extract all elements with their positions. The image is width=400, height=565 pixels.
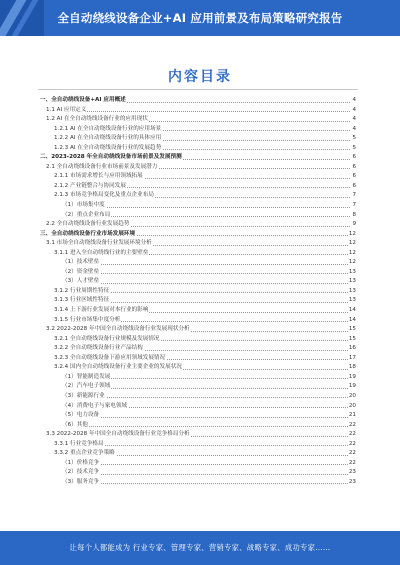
- toc-entry-title: （1）市场集中度: [62, 201, 106, 211]
- toc-entry[interactable]: [40, 191, 356, 201]
- toc-entry-title: 3.2 2022-2028 年中国全自动绕线设备行业发展现状分析: [46, 325, 191, 335]
- toc-entry-title: （2）资金壁垒: [62, 268, 100, 278]
- toc-entry[interactable]: [40, 335, 356, 345]
- toc-entry[interactable]: [40, 316, 356, 326]
- toc-leader-dots: [62, 417, 350, 418]
- toc-entry-page: 17: [348, 354, 356, 364]
- toc-entry-title: 3.3 2022-2028 年中国全自动绕线设备行业竞争格局分析: [46, 430, 191, 440]
- toc-entry[interactable]: [40, 440, 356, 450]
- toc-entry-page: 23: [348, 478, 356, 488]
- toc-entry[interactable]: [40, 239, 356, 249]
- toc-entry-title: （2）技术竞争: [62, 468, 100, 478]
- toc-entry-title: （3）人才壁垒: [62, 277, 100, 287]
- toc-entry-title: （3）新能源行业: [62, 392, 106, 402]
- toc-entry[interactable]: [40, 115, 356, 125]
- toc-entry-page: 22: [348, 421, 356, 431]
- toc-entry[interactable]: [40, 392, 356, 402]
- toc-entry-title: 2.2 全自动绕线设备行业发展趋势: [46, 220, 130, 230]
- toc-entry-page: 5: [351, 144, 356, 154]
- toc-leader-dots: [62, 464, 350, 465]
- toc-entry-title: 1.2 AI 在全自动绕线设备行业的应用现状: [46, 115, 149, 125]
- toc-entry-title: 1.2.1 AI 在全自动绕线设备行业的应用场景: [54, 125, 162, 135]
- toc-entry-title: 3.1.3 行业区域性特征: [54, 296, 110, 306]
- toc-entry-title: （1）价格竞争: [62, 459, 100, 469]
- toc-entry-page: 15: [348, 335, 356, 345]
- toc-entry-page: 21: [348, 411, 356, 421]
- toc-leader-dots: [62, 474, 350, 475]
- toc-entry-page: 22: [348, 440, 356, 450]
- toc-entry-page: 22: [348, 449, 356, 459]
- toc-entry[interactable]: [40, 296, 356, 306]
- toc-leader-dots: [62, 483, 350, 484]
- toc-entry-page: 16: [348, 344, 356, 354]
- toc-entry-title: 3.2.4 国内全自动绕线设备行业主要企业的发展状况: [54, 363, 183, 373]
- toc-entry-title: （2）重点企业布局: [62, 211, 111, 221]
- toc-entry-title: 3.1.5 行业市场集中度分析: [54, 316, 121, 326]
- toc-entry[interactable]: [40, 153, 356, 163]
- toc-entry-page: 20: [348, 392, 356, 402]
- toc-entry-title: （4）消费电子与家电领域: [62, 402, 128, 412]
- toc-divider: [38, 89, 358, 90]
- toc-entry-page: 6: [351, 182, 356, 192]
- toc-entry[interactable]: [40, 402, 356, 412]
- toc-entry[interactable]: [40, 182, 356, 192]
- toc-entry-page: 12: [348, 258, 356, 268]
- toc-entry[interactable]: [40, 220, 356, 230]
- toc-entry-page: 4: [351, 96, 356, 106]
- toc-entry-page: 13: [348, 268, 356, 278]
- toc-entry-page: 13: [348, 287, 356, 297]
- toc-entry-page: 4: [351, 115, 356, 125]
- toc-entry-page: 15: [348, 325, 356, 335]
- toc-entry-page: 8: [351, 211, 356, 221]
- toc-entry-title: 2.1.3 市场竞争格局变化及重点企业布局: [54, 191, 155, 201]
- toc-entry[interactable]: [40, 373, 356, 383]
- toc-entry-page: 12: [348, 230, 356, 240]
- toc-leader-dots: [62, 264, 350, 265]
- toc-entry-title: 2.1.2 产业链整合与协同发展: [54, 182, 127, 192]
- toc-entry[interactable]: [40, 249, 356, 259]
- toc-entry-page: 6: [351, 172, 356, 182]
- toc-leader-dots: [46, 111, 350, 112]
- toc-entry[interactable]: [40, 344, 356, 354]
- toc-entry[interactable]: [40, 478, 356, 488]
- toc-entry[interactable]: [40, 382, 356, 392]
- toc-entry-title: 2.1 全自动绕线设备行业市场前景及发展潜力: [46, 163, 158, 173]
- toc-entry-title: 3.1 市场全自动绕线设备行业发展环境分析: [46, 239, 153, 249]
- toc-entry-title: （6）其他: [62, 421, 89, 431]
- toc-entry-page: 12: [348, 239, 356, 249]
- toc-entry-page: 19: [348, 382, 356, 392]
- toc-entry-page: 9: [351, 220, 356, 230]
- toc-entry[interactable]: [40, 106, 356, 116]
- toc-entry-page: 7: [351, 191, 356, 201]
- header-bar: [0, 0, 400, 36]
- toc-entry-page: 6: [351, 153, 356, 163]
- toc-entry[interactable]: [40, 411, 356, 421]
- toc-entry[interactable]: [40, 144, 356, 154]
- toc-entry-title: 3.1.1 进入全自动绕线行业的主要壁垒: [54, 249, 149, 259]
- table-of-contents: [40, 96, 356, 487]
- toc-entry-title: 一、全自动绕线设备+AI 应用概述: [40, 96, 127, 106]
- toc-entry-title: 3.1.4 上下游行业发展对本行业的影响: [54, 306, 149, 316]
- toc-entry-page: 22: [348, 430, 356, 440]
- toc-entry-title: 3.2.1 全自动绕线设备行业规模及发展情况: [54, 335, 161, 345]
- toc-entry[interactable]: [40, 134, 356, 144]
- toc-entry-title: 1.2.2 AI 在全自动绕线设备行业的具体应用: [54, 134, 162, 144]
- toc-entry-page: 13: [348, 296, 356, 306]
- toc-entry-page: 23: [348, 468, 356, 478]
- report-title: 全自动绕线设备企业+AI 应用前景及布局策略研究报告: [57, 11, 343, 25]
- toc-entry[interactable]: [40, 211, 356, 221]
- toc-entry-title: 3.3.2 重点企业竞争策略: [54, 449, 116, 459]
- toc-entry[interactable]: [40, 201, 356, 211]
- toc-entry-title: 3.1.2 行业周期性特征: [54, 287, 110, 297]
- toc-entry-page: 12: [348, 249, 356, 259]
- toc-entry[interactable]: [40, 363, 356, 373]
- toc-entry-page: 4: [351, 106, 356, 116]
- toc-entry-page: 18: [348, 363, 356, 373]
- toc-entry-page: 14: [348, 316, 356, 326]
- toc-entry-page: 13: [348, 277, 356, 287]
- toc-entry-page: 7: [351, 201, 356, 211]
- toc-leader-dots: [62, 283, 350, 284]
- toc-entry-title: （2）汽车电子领域: [62, 382, 111, 392]
- toc-entry[interactable]: [40, 258, 356, 268]
- toc-entry-title: 2.1.1 市场需求增长与应用领域拓展: [54, 172, 144, 182]
- toc-entry[interactable]: [40, 449, 356, 459]
- toc-entry-title: 3.2.2 全自动绕线设备行业产品结构: [54, 344, 144, 354]
- toc-heading: 内容目录: [168, 69, 232, 85]
- toc-entry-page: 20: [348, 402, 356, 412]
- toc-entry-page: 14: [348, 306, 356, 316]
- toc-entry-title: 1.2.3 AI 在全自动绕线设备行业的发展趋势: [54, 144, 162, 154]
- toc-entry-page: 5: [351, 134, 356, 144]
- toc-entry-title: 3.2.3 全自动绕线设备下游应用领域发展情况: [54, 354, 166, 364]
- toc-leader-dots: [62, 426, 350, 427]
- footer-bar: [0, 531, 400, 565]
- toc-entry-title: 三、全自动绕线设备行业市场发展环境: [40, 230, 136, 240]
- footer-slogan: 让每个人都能成为 行业专家、管理专家、营销专家、战略专家、成功专家……: [69, 543, 331, 552]
- toc-entry[interactable]: [40, 459, 356, 469]
- toc-entry-title: （1）智能制造发展: [62, 373, 111, 383]
- toc-entry-title: （1）技术壁垒: [62, 258, 100, 268]
- toc-entry[interactable]: [40, 268, 356, 278]
- toc-entry-title: （5）电力设备: [62, 411, 100, 421]
- toc-entry[interactable]: [40, 172, 356, 182]
- toc-entry[interactable]: [40, 230, 356, 240]
- toc-entry[interactable]: [40, 325, 356, 335]
- toc-entry[interactable]: [40, 287, 356, 297]
- toc-entry-title: 1.1 AI 应用定义: [46, 106, 87, 116]
- toc-entry[interactable]: [40, 421, 356, 431]
- toc-entry-title: 二、2023-2028 年全自动绕线设备市场前景及发展预测: [40, 153, 183, 163]
- toc-entry[interactable]: [40, 430, 356, 440]
- toc-entry-page: 19: [348, 373, 356, 383]
- toc-entry[interactable]: [40, 277, 356, 287]
- toc-entry-title: 3.3.1 行业竞争格局: [54, 440, 105, 450]
- toc-entry[interactable]: [40, 96, 356, 106]
- toc-leader-dots: [62, 273, 350, 274]
- toc-entry-page: 4: [351, 125, 356, 135]
- toc-entry[interactable]: [40, 354, 356, 364]
- toc-entry-title: （3）服务竞争: [62, 478, 100, 488]
- toc-entry[interactable]: [40, 306, 356, 316]
- toc-entry[interactable]: [40, 468, 356, 478]
- toc-entry[interactable]: [40, 125, 356, 135]
- toc-entry[interactable]: [40, 163, 356, 173]
- toc-entry-page: 6: [351, 163, 356, 173]
- toc-entry-page: 22: [348, 459, 356, 469]
